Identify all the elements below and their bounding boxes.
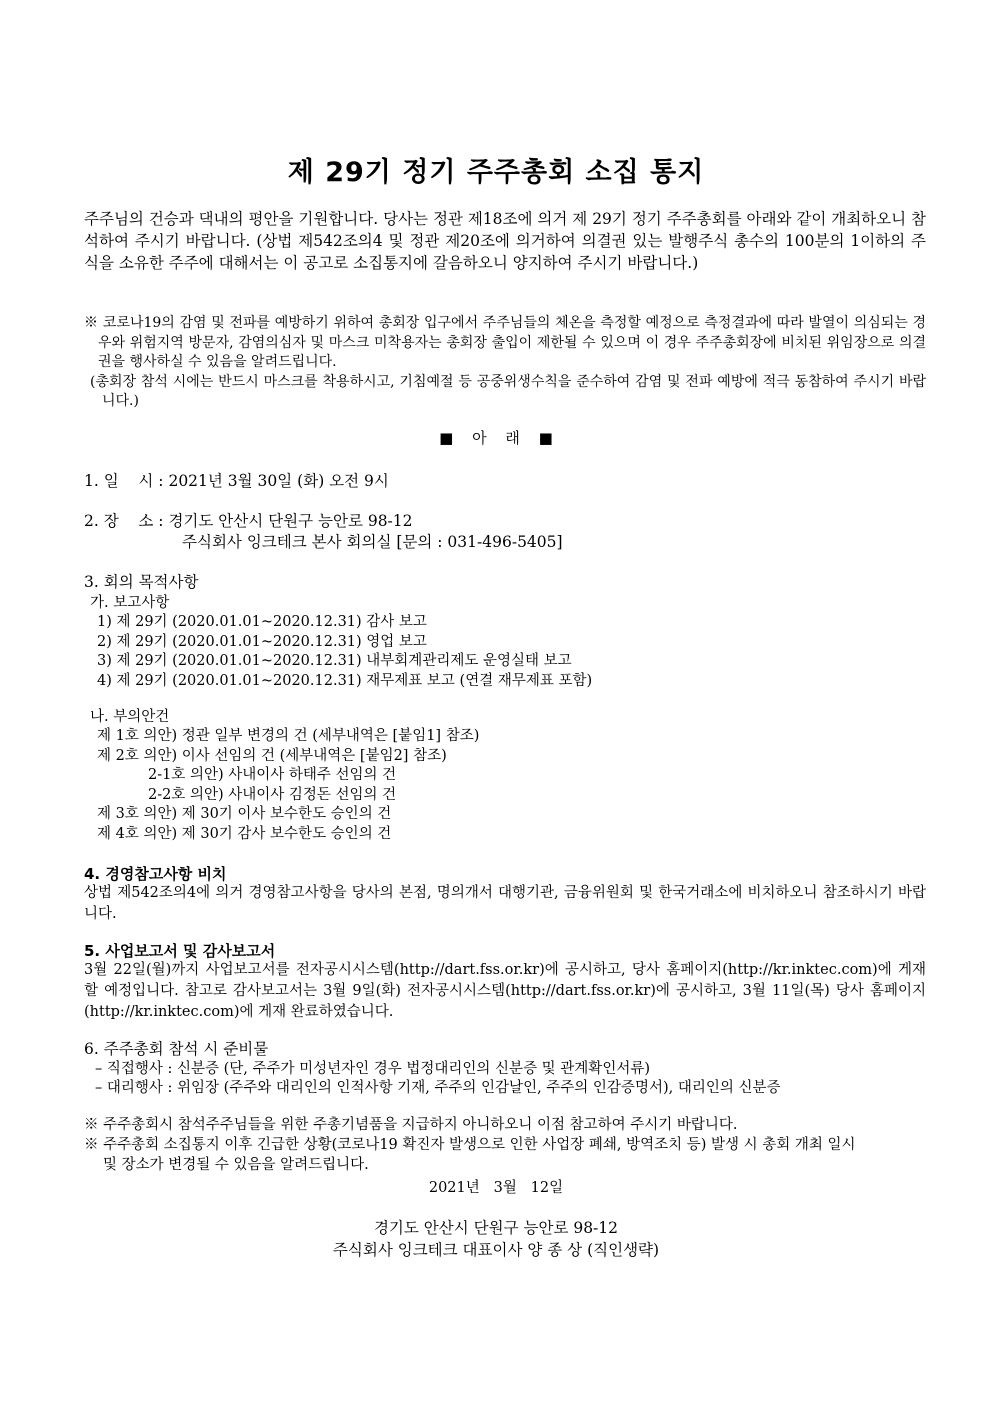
location-room: 주식회사 잉크테크 본사 회의실 [문의 : 031-496-5405] <box>182 533 563 551</box>
section-datetime <box>84 471 389 491</box>
report-item: 1) 제 29기 (2020.01.01~2020.12.31) 감사 보고 <box>97 614 427 630</box>
covid-notice-line2: (총회장 참석 시에는 반드시 마스크를 착용하시고, 기침예절 등 공중위생수칙을 준수하여 감염 및 전파 예방에 적극 동참하여 주시기 바랍니다.) <box>90 373 926 409</box>
report-item: 4) 제 29기 (2020.01.01~2020.12.31) 재무제표 보고 (연결 재무제표 포함) <box>97 673 593 689</box>
note-change-cont: 및 장소가 변경될 수 있음을 알려드립니다. <box>103 1157 369 1173</box>
report-item: 3) 제 29기 (2020.01.01~2020.12.31) 내부회계관리제도 운영실태 보고 <box>97 653 572 669</box>
agenda-items-heading: 나. 부의안건 <box>90 709 170 725</box>
section-reports-heading: 5. 사업보고서 및 감사보고서 <box>84 942 276 960</box>
datetime-label: 1. 일 시 : <box>84 472 169 490</box>
square-bullet-icon: ■ <box>538 429 553 447</box>
agenda-item-2: 제 2호 의안) 이사 선임의 건 (세부내역은 [붙임2] 참조) <box>97 748 447 764</box>
company-representative: 주식회사 잉크테크 대표이사 양 종 상 (직인생략) <box>332 1241 660 1259</box>
section-reference-body: 상법 제542조의4에 의거 경영참고사항을 당사의 본점, 명의개서 대행기관, 금융위원회 및 한국거래소에 비치하오니 참조하시기 바랍니다. <box>84 885 926 922</box>
agenda-item-1: 제 1호 의안) 정관 일부 변경의 건 (세부내역은 [붙임1] 참조) <box>97 728 480 744</box>
intro-paragraph: 주주님의 건승과 댁내의 평안을 기원합니다. 당사는 정관 제18조에 의거 제 29기 정기 주주총회를 아래와 같이 개최하오니 참석하여 주시기 바랍니다. (상법 제542조의4 및 정관 제20조에 의거하여 의결권 있는 발행주식 총수의 100분의 1이하의 주식을 소유한 주주에 대해서는 이 공고로 소집통지에 갈음하오니 양지하여 주시기 바랍니다.) <box>84 210 926 272</box>
prep-item-direct: – 직접행사 : 신분증 (단, 주주가 미성년자인 경우 법정대리인의 신분증 및 관계확인서류) <box>95 1061 650 1077</box>
section-agenda-heading: 3. 회의 목적사항 <box>84 573 199 591</box>
agenda-item-2-2: 2-2호 의안) 사내이사 김정돈 선임의 건 <box>148 787 397 803</box>
section-reference-heading: 4. 경영참고사항 비치 <box>84 865 227 883</box>
agenda-item-3: 제 3호 의안) 제 30기 이사 보수한도 승인의 건 <box>97 806 392 822</box>
covid-notice-line1: ※ 코로나19의 감염 및 전파를 예방하기 위하여 총회장 입구에서 주주님들의 체온을 측정할 예정으로 측정결과에 따라 발열이 의심되는 경우와 위험지역 방문자, 감염의심자 및 마스크 미착용자는 총회장 출입이 제한될 수 있으며 이 경우 주주총회장에 비치된 위임장으로 의결권을 행사하실 수 있음을 알려드립니다. <box>84 315 926 370</box>
datetime-value: 2021년 3월 30일 (화) 오전 9시 <box>168 472 389 490</box>
agenda-item-4: 제 4호 의안) 제 30기 감사 보수한도 승인의 건 <box>97 826 392 842</box>
section-location <box>84 511 413 531</box>
prep-item-proxy: – 대리행사 : 위임장 (주주와 대리인의 인적사항 기재, 주주의 인감날인, 주주의 인감증명서), 대리인의 신분증 <box>95 1080 781 1096</box>
note-gift: ※ 주주총회시 참석주주님들을 위한 주총기념품을 지급하지 아니하오니 이점 참고하여 주시기 바랍니다. <box>84 1117 738 1133</box>
section-reports-body: 3월 22일(월)까지 사업보고서를 전자공시시스템(http://dart.fss.or.kr)에 공시하고, 당사 홈페이지(http://kr.inktec.com)에 게재할 예정입니다. 참고로 감사보고서는 3월 9일(화) 전자공시시스템(http://dart.fss.or.kr)에 공시하고, 3월 11일(목) 당사 홈페이지(http://kr.inktec.com)에 게재 완료하였습니다. <box>84 962 927 1020</box>
location-address: 경기도 안산시 단원구 능안로 98-12 <box>168 512 413 530</box>
note-change: ※ 주주총회 소집통지 이후 긴급한 상황(코로나19 확진자 발생으로 인한 사업장 폐쇄, 방역조치 등) 발생 시 총회 개최 일시 <box>84 1137 856 1153</box>
square-bullet-icon: ■ <box>439 429 454 447</box>
location-label: 2. 장 소 : <box>84 512 169 530</box>
company-address: 경기도 안산시 단원구 능안로 98-12 <box>373 1219 619 1237</box>
report-item: 2) 제 29기 (2020.01.01~2020.12.31) 영업 보고 <box>97 634 427 650</box>
covid-notice <box>84 314 926 412</box>
section-prep-heading: 6. 주주총회 참석 시 준비물 <box>84 1040 269 1058</box>
notice-date: 2021년 3월 12일 <box>428 1180 564 1196</box>
document-title: 제 29기 정기 주주총회 소집 통지 <box>287 157 705 188</box>
report-items-heading: 가. 보고사항 <box>90 595 170 611</box>
arae-label: 아 래 <box>472 429 520 447</box>
agenda-item-2-1: 2-1호 의안) 사내이사 하태주 선임의 건 <box>148 767 397 783</box>
arae-heading <box>0 428 992 448</box>
